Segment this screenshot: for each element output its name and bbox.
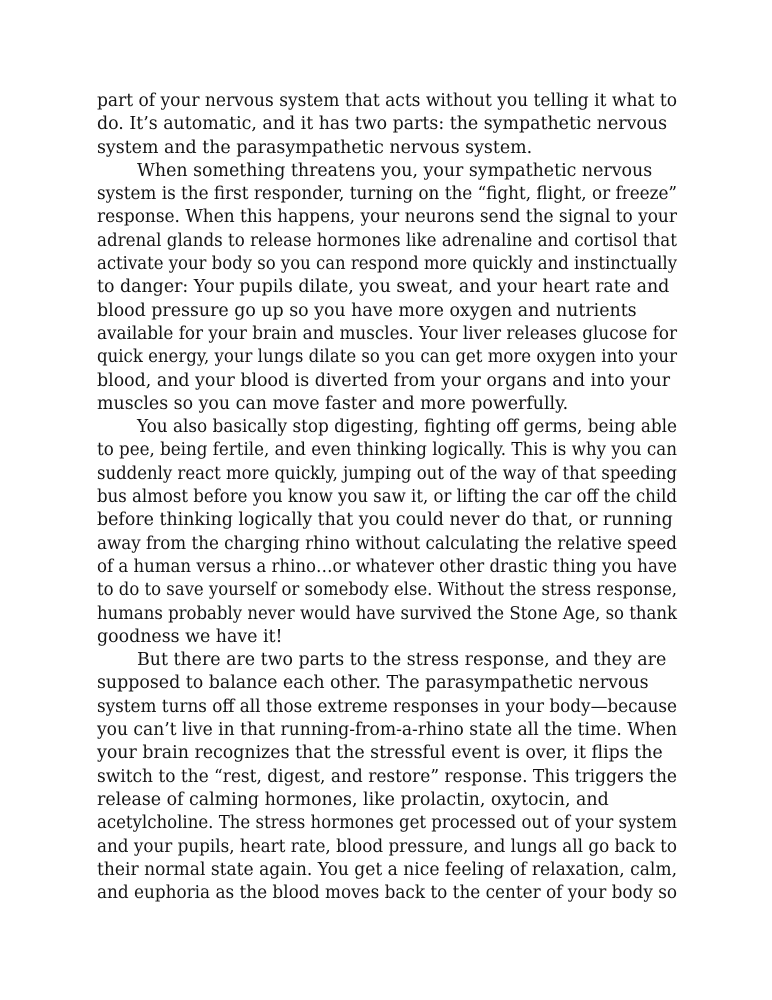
- text-line: quick energy, your lungs dilate so you can get more oxygen into your: [97, 347, 678, 368]
- text-line: But there are two parts to the stress response, and they are: [137, 650, 667, 671]
- text-line: You also basically stop digesting, fighting off germs, being able: [137, 417, 677, 438]
- text-line: system turns off all those extreme responses in your body—because: [97, 696, 678, 717]
- text-line: part of your nervous system that acts without you telling it what to: [97, 91, 677, 111]
- text-line: switch to the “rest, digest, and restore” response. This triggers the: [97, 766, 677, 787]
- text-line: to do to save yourself or somebody else. Without the stress response,: [97, 580, 678, 601]
- text-line: their normal state again. You get a nice feeling of relaxation, calm,: [97, 859, 678, 880]
- text-line: release of calming hormones, like prolactin, oxytocin, and: [97, 789, 609, 810]
- text-line: of a human versus a rhino…or whatever other drastic thing you have: [97, 556, 677, 577]
- text-line: blood pressure go up so you have more oxygen and nutrients: [97, 300, 637, 321]
- paragraph-2: [97, 160, 677, 416]
- text-line: away from the charging rhino without calculating the relative speed: [97, 533, 677, 554]
- text-line: suddenly react more quickly, jumping out of the way of that speeding: [97, 463, 677, 484]
- text-line: acetylcholine. The stress hormones get processed out of your system: [97, 813, 677, 834]
- text-line: activate your body so you can respond more quickly and instinctually: [97, 254, 678, 275]
- paragraph-3: [97, 416, 677, 649]
- text-line: response. When this happens, your neurons send the signal to your: [97, 207, 677, 228]
- text-line: supposed to balance each other. The parasympathetic nervous: [97, 673, 649, 694]
- document-page: [97, 90, 677, 905]
- text-line: before thinking logically that you could never do that, or running: [97, 510, 673, 531]
- paragraph-1: [97, 90, 677, 160]
- text-line: available for your brain and muscles. Your liver releases glucose for: [97, 323, 678, 344]
- paragraph-4: [97, 649, 677, 905]
- text-line: muscles so you can move faster and more powerfully.: [97, 393, 569, 414]
- text-line: and euphoria as the blood moves back to the center of your body so: [97, 883, 677, 904]
- text-line: to danger: Your pupils dilate, you sweat, and your heart rate and: [97, 277, 670, 298]
- text-line: bus almost before you know you saw it, or lifting the car off the child: [97, 487, 678, 508]
- text-line: your brain recognizes that the stressful event is over, it flips the: [97, 743, 663, 764]
- text-line: system is the first responder, turning on the “fight, flight, or freeze”: [97, 184, 678, 205]
- text-line: do. It’s automatic, and it has two parts: the sympathetic nervous: [97, 114, 668, 135]
- text-line: to pee, being fertile, and even thinking logically. This is why you can: [97, 440, 677, 461]
- text-line: blood, and your blood is diverted from your organs and into your: [97, 370, 671, 391]
- text-line: adrenal glands to release hormones like adrenaline and cortisol that: [97, 230, 677, 251]
- text-line: When something threatens you, your sympathetic nervous: [137, 160, 653, 181]
- text-line: system and the parasympathetic nervous system.: [97, 137, 533, 158]
- text-line: and your pupils, heart rate, blood pressure, and lungs all go back to: [97, 836, 677, 857]
- text-line: goodness we have it!: [97, 626, 283, 647]
- text-line: humans probably never would have survived the Stone Age, so thank: [97, 603, 677, 624]
- text-line: you can’t live in that running-from-a-rhino state all the time. When: [97, 720, 678, 741]
